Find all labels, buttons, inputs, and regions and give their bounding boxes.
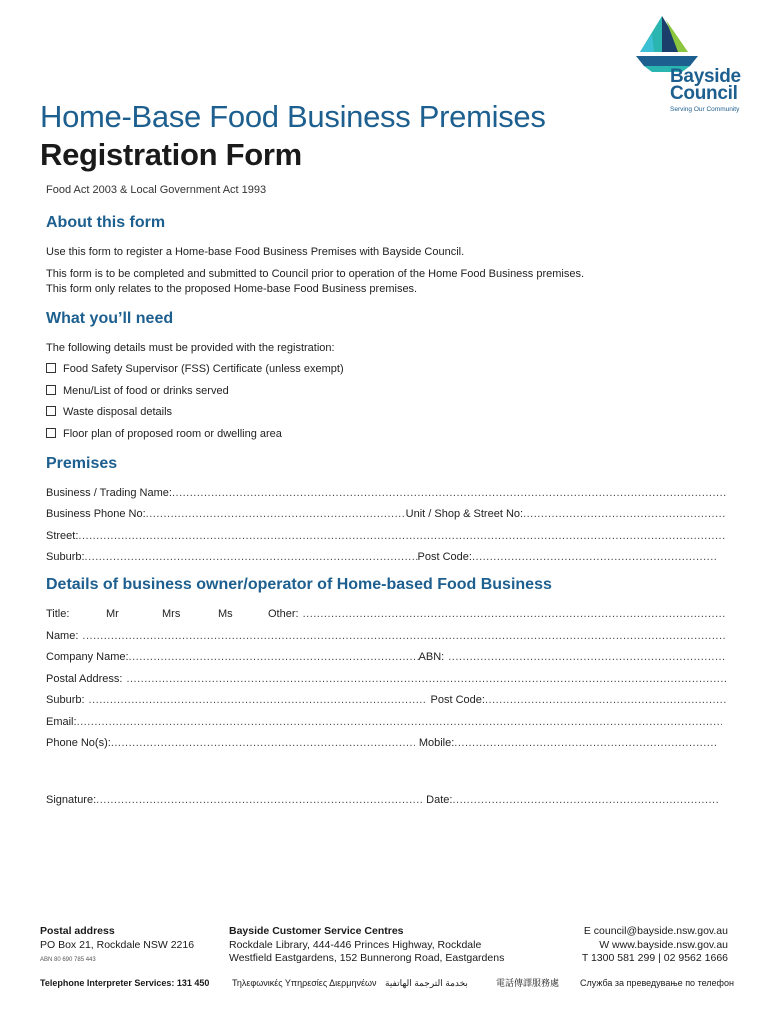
logo-name-line2: Council (670, 83, 738, 104)
street-field[interactable] (46, 530, 726, 544)
owner-suburb-label: Suburb: (46, 694, 85, 706)
page-title-line1: Home-Base Food Business Premises (40, 99, 546, 134)
mobile-label: Mobile: (418, 737, 455, 749)
title-row (46, 608, 726, 622)
suburb-field[interactable] (85, 551, 418, 563)
date-field[interactable] (452, 794, 718, 806)
abn-label: ABN: (418, 651, 445, 663)
council-phone: T 1300 581 299 | 02 9562 1666 (581, 952, 728, 964)
page-title-line2: Registration Form (40, 137, 302, 172)
need-item-label: Menu/List of food or drinks served (63, 385, 229, 397)
business-name-label: Business / Trading Name: (46, 487, 172, 499)
need-item (46, 384, 229, 399)
title-other-label: Other: (268, 608, 299, 620)
interpreter-greek: Τηλεφωνικές Υπηρεσίες Διερμηνέων (232, 978, 377, 988)
centres-line-1: Rockdale Library, 444-446 Princes Highway, Rockdale (229, 939, 482, 951)
mobile-field[interactable] (454, 737, 718, 749)
title-option-mrs[interactable]: Mrs (162, 608, 181, 620)
name-label: Name: (46, 630, 79, 642)
abn-number: ABN 80 690 785 443 (40, 957, 96, 963)
checkbox-icon[interactable] (46, 363, 56, 373)
centres-line-2: Westfield Eastgardens, 152 Bunnerong Road, Eastgardens (229, 952, 505, 964)
interpreter-chinese: 電話傳譯服務處 (496, 978, 560, 988)
phone-label: Phone No(s): (46, 737, 111, 749)
bayside-council-logo (632, 14, 752, 119)
about-heading: About this form (46, 214, 166, 231)
need-item (46, 405, 172, 420)
business-name-field[interactable] (46, 487, 726, 501)
business-phone-label: Business Phone No: (46, 508, 146, 520)
logo-name-line1: Bayside (670, 66, 741, 87)
owner-suburb-field[interactable] (89, 694, 427, 706)
street-label: Street: (46, 530, 79, 542)
postal-heading: Postal address (40, 925, 115, 937)
need-item-label: Food Safety Supervisor (FSS) Certificate (unless exempt) (63, 363, 344, 375)
checkbox-icon[interactable] (46, 406, 56, 416)
need-heading: What you’ll need (46, 310, 174, 327)
title-other-field[interactable] (303, 608, 726, 620)
name-field[interactable] (46, 630, 726, 644)
title-option-mr[interactable]: Mr (106, 608, 119, 620)
suburb-row (46, 551, 718, 565)
about-paragraph-1: Use this form to register a Home-base Food Business Premises with Bayside Council. (46, 246, 465, 258)
need-intro: The following details must be provided with the registration: (46, 342, 335, 354)
logo-name (670, 68, 741, 102)
owner-postcode-field[interactable] (485, 694, 726, 706)
need-item (46, 362, 344, 377)
postal-address-field[interactable] (46, 673, 726, 687)
business-phone-field[interactable] (146, 508, 406, 520)
abn-field[interactable] (448, 651, 726, 663)
business-phone-row (46, 508, 726, 522)
council-email-link[interactable]: E council@bayside.nsw.gov.au (583, 925, 728, 937)
interpreter-arabic: بخدمة الترجمة الهاتفية (385, 978, 468, 988)
title-option-ms[interactable]: Ms (218, 608, 233, 620)
interpreter-macedonian: Служба за преведување по телефон (580, 978, 734, 988)
signature-field[interactable] (96, 794, 422, 806)
postcode-field[interactable] (472, 551, 718, 563)
about-paragraph-2a: This form is to be completed and submitted to Council prior to operation of the Home Food Business premises. (46, 268, 585, 280)
signature-label: Signature: (46, 794, 97, 806)
about-paragraph-2b: This form only relates to the proposed Home-base Food Business premises. (46, 283, 418, 295)
owner-postcode-label: Post Code: (430, 694, 485, 706)
need-item-label: Floor plan of proposed room or dwelling area (63, 428, 282, 440)
logo-tagline: Serving Our Community (670, 106, 740, 113)
phone-row (46, 737, 718, 751)
title-label: Title: (46, 608, 70, 620)
suburb-label: Suburb: (46, 551, 85, 563)
centres-heading: Bayside Customer Service Centres (229, 925, 404, 937)
company-field[interactable] (129, 651, 419, 663)
signature-row (46, 794, 718, 808)
sailboat-logo-icon (632, 14, 752, 74)
company-label: Company Name: (46, 651, 129, 663)
postal-address-label: Postal Address: (46, 673, 123, 685)
email-label: Email: (46, 716, 77, 728)
premises-heading: Premises (46, 455, 118, 472)
unit-field[interactable] (523, 508, 726, 520)
owner-heading: Details of business owner/operator of Home-based Food Business (46, 576, 552, 593)
interpreter-service: Telephone Interpreter Services: 131 450 (40, 978, 210, 988)
need-item-label: Waste disposal details (63, 406, 173, 418)
acts-subtitle: Food Act 2003 & Local Government Act 1993 (46, 184, 267, 196)
need-item (46, 427, 282, 442)
checkbox-icon[interactable] (46, 385, 56, 395)
company-row (46, 651, 726, 665)
owner-suburb-row (46, 694, 726, 708)
phone-field[interactable] (111, 737, 415, 749)
date-label: Date: (426, 794, 453, 806)
unit-label: Unit / Shop & Street No: (405, 508, 524, 520)
council-website-link[interactable]: W www.bayside.nsw.gov.au (599, 939, 728, 951)
checkbox-icon[interactable] (46, 428, 56, 438)
postal-line: PO Box 21, Rockdale NSW 2216 (40, 939, 195, 951)
postcode-label: Post Code: (417, 551, 472, 563)
email-field[interactable] (46, 716, 722, 730)
